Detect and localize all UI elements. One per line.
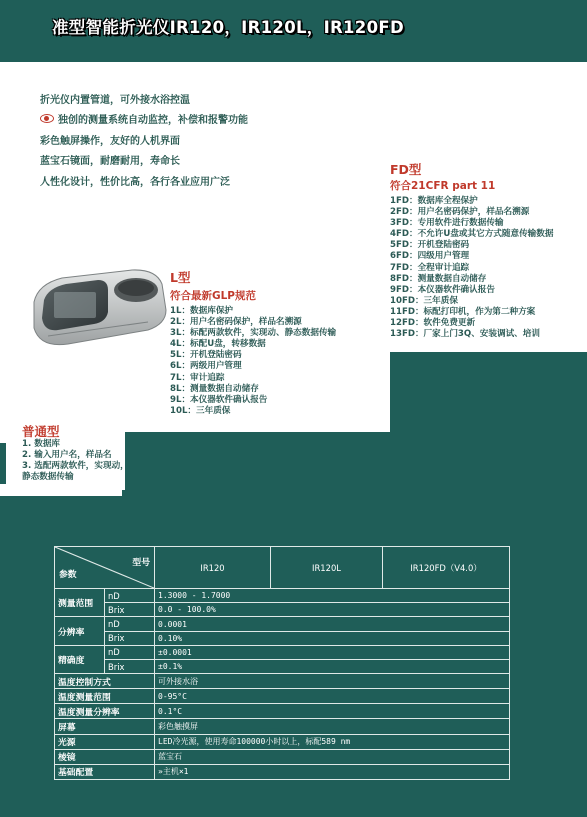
table-row bbox=[55, 719, 510, 734]
table-row bbox=[55, 603, 510, 617]
row-label: 测量范围 bbox=[55, 589, 105, 617]
table-header-row bbox=[55, 547, 510, 589]
table-row bbox=[55, 617, 510, 631]
row-label: 温度测量分辨率 bbox=[55, 704, 155, 719]
table-row bbox=[55, 674, 510, 689]
l-item: 6L：两级用户管理 bbox=[170, 361, 242, 372]
row-value: 0.0 - 100.0% bbox=[155, 603, 510, 617]
feature-item: 独创的测量系统自动监控，补偿和报警功能 bbox=[40, 109, 248, 130]
sub-label: nD bbox=[105, 617, 155, 631]
spec-table bbox=[54, 546, 510, 780]
corner-param-label: 参数 bbox=[59, 570, 77, 581]
fd-item: 11FD：标配打印机，作为第二种方案 bbox=[390, 306, 536, 317]
l-item: 2L：用户名密码保护，样品名溯源 bbox=[170, 317, 302, 328]
fd-item: 1FD：数据库全程保护 bbox=[390, 196, 478, 206]
row-label: 光源 bbox=[55, 734, 155, 749]
row-value: 彩色触摸屏 bbox=[155, 719, 510, 734]
fd-item: 7FD：全程审计追踪 bbox=[390, 262, 470, 273]
l-model-subtitle: 符合最新GLP规范 bbox=[170, 290, 257, 302]
row-value: 0.0001 bbox=[155, 617, 510, 631]
feature-item: 人性化设计，性价比高，各行各业应用广泛 bbox=[40, 176, 230, 188]
fd-item: 13FD：厂家上门3Q、安装调试、培训 bbox=[390, 329, 540, 340]
row-label: 棱镜 bbox=[55, 749, 155, 764]
fd-item: 10FD：三年质保 bbox=[390, 295, 458, 306]
l-item: 4L：标配U盘，转移数据 bbox=[170, 339, 266, 350]
feature-item: 蓝宝石镜面，耐磨耐用，寿命长 bbox=[40, 156, 180, 168]
row-label: 温度控制方式 bbox=[55, 674, 155, 689]
row-value: 可外接水浴 bbox=[155, 674, 510, 689]
feature-item: 彩色触屏操作，友好的人机界面 bbox=[40, 135, 180, 147]
sub-label: nD bbox=[105, 645, 155, 659]
row-value: LED冷光源，使用寿命100000小时以上，标配589 nm bbox=[155, 734, 510, 749]
table-row bbox=[55, 764, 510, 779]
basic-item: 2. 输入用户名，样品名 bbox=[22, 450, 112, 461]
row-value: ±0.0001 bbox=[155, 645, 510, 659]
table-row bbox=[55, 689, 510, 704]
basic-item: 3. 选配两款软件，实现动， bbox=[22, 461, 129, 472]
row-value: 1.3000 - 1.7000 bbox=[155, 589, 510, 603]
row-value: 蓝宝石 bbox=[155, 749, 510, 764]
sub-label: Brix bbox=[105, 631, 155, 645]
row-value: 0-95°C bbox=[155, 689, 510, 704]
basic-item: 1. 数据库 bbox=[22, 439, 61, 449]
l-item: 9L：本仪器软件确认报告 bbox=[170, 394, 268, 405]
l-item: 3L：标配两款软件，实现动、静态数据传输 bbox=[170, 328, 337, 339]
row-value: 0.10% bbox=[155, 631, 510, 645]
table-corner-cell bbox=[55, 547, 155, 589]
fd-feature-list bbox=[390, 196, 553, 340]
teal-background-step-top bbox=[390, 352, 587, 434]
fd-item: 12FD：软件免费更新 bbox=[390, 318, 476, 329]
fd-item: 9FD：本仪器软件确认报告 bbox=[390, 284, 495, 295]
page-title: 准型智能折光仪IR120，IR120L，IR120FD bbox=[52, 18, 404, 37]
white-strip bbox=[0, 484, 122, 496]
fd-item: 3FD：专用软件进行数据传输 bbox=[390, 218, 504, 229]
fd-item: 2FD：用户名密码保护，样品名溯源 bbox=[390, 207, 530, 218]
table-row bbox=[55, 645, 510, 659]
row-value: ±0.1% bbox=[155, 660, 510, 674]
fd-item: 5FD：开机登陆密码 bbox=[390, 240, 470, 251]
model-header: IR120FD（V4.0） bbox=[383, 547, 510, 589]
sub-label: Brix bbox=[105, 603, 155, 617]
l-item: 5L：开机登陆密码 bbox=[170, 350, 242, 361]
row-label: 基础配置 bbox=[55, 764, 155, 779]
table-row bbox=[55, 589, 510, 603]
l-item: 8L：测量数据自动储存 bbox=[170, 383, 259, 394]
eye-icon bbox=[40, 114, 54, 123]
fd-item: 4FD：不允许U盘或其它方式随意传输数据 bbox=[390, 229, 554, 240]
fd-model-title: FD型 bbox=[390, 162, 422, 177]
l-item: 10L：三年质保 bbox=[170, 405, 231, 416]
row-label: 分辨率 bbox=[55, 617, 105, 645]
row-label: 屏幕 bbox=[55, 719, 155, 734]
l-item: 1L：数据库保护 bbox=[170, 306, 234, 316]
fd-item: 8FD：测量数据自动储存 bbox=[390, 273, 487, 284]
model-header: IR120L bbox=[271, 547, 383, 589]
row-value: 0.1°C bbox=[155, 704, 510, 719]
table-row bbox=[55, 704, 510, 719]
corner-model-label: 型号 bbox=[132, 558, 150, 568]
table-row bbox=[55, 734, 510, 749]
l-feature-list bbox=[170, 306, 336, 417]
basic-item: 静态数据传输 bbox=[22, 472, 74, 483]
teal-background-step bbox=[125, 432, 587, 492]
l-item: 7L：审计追踪 bbox=[170, 372, 225, 383]
refractometer-device-image bbox=[28, 262, 168, 352]
feature-list bbox=[40, 88, 248, 191]
table-row bbox=[55, 631, 510, 645]
table-row bbox=[55, 660, 510, 674]
row-value: »主机×1 bbox=[155, 764, 510, 779]
fd-item: 6FD：四级用户管理 bbox=[390, 251, 470, 262]
sub-label: nD bbox=[105, 589, 155, 603]
table-row bbox=[55, 749, 510, 764]
feature-item: 折光仪内置管道，可外接水浴控温 bbox=[40, 94, 190, 106]
row-label: 精确度 bbox=[55, 645, 105, 673]
l-model-title: L型 bbox=[170, 270, 191, 285]
row-label: 温度测量范围 bbox=[55, 689, 155, 704]
model-header: IR120 bbox=[155, 547, 271, 589]
sub-label: Brix bbox=[105, 660, 155, 674]
basic-feature-list bbox=[22, 439, 129, 483]
fd-model-subtitle: 符合21CFR part 11 bbox=[390, 180, 496, 192]
basic-model-title: 普通型 bbox=[22, 424, 60, 439]
